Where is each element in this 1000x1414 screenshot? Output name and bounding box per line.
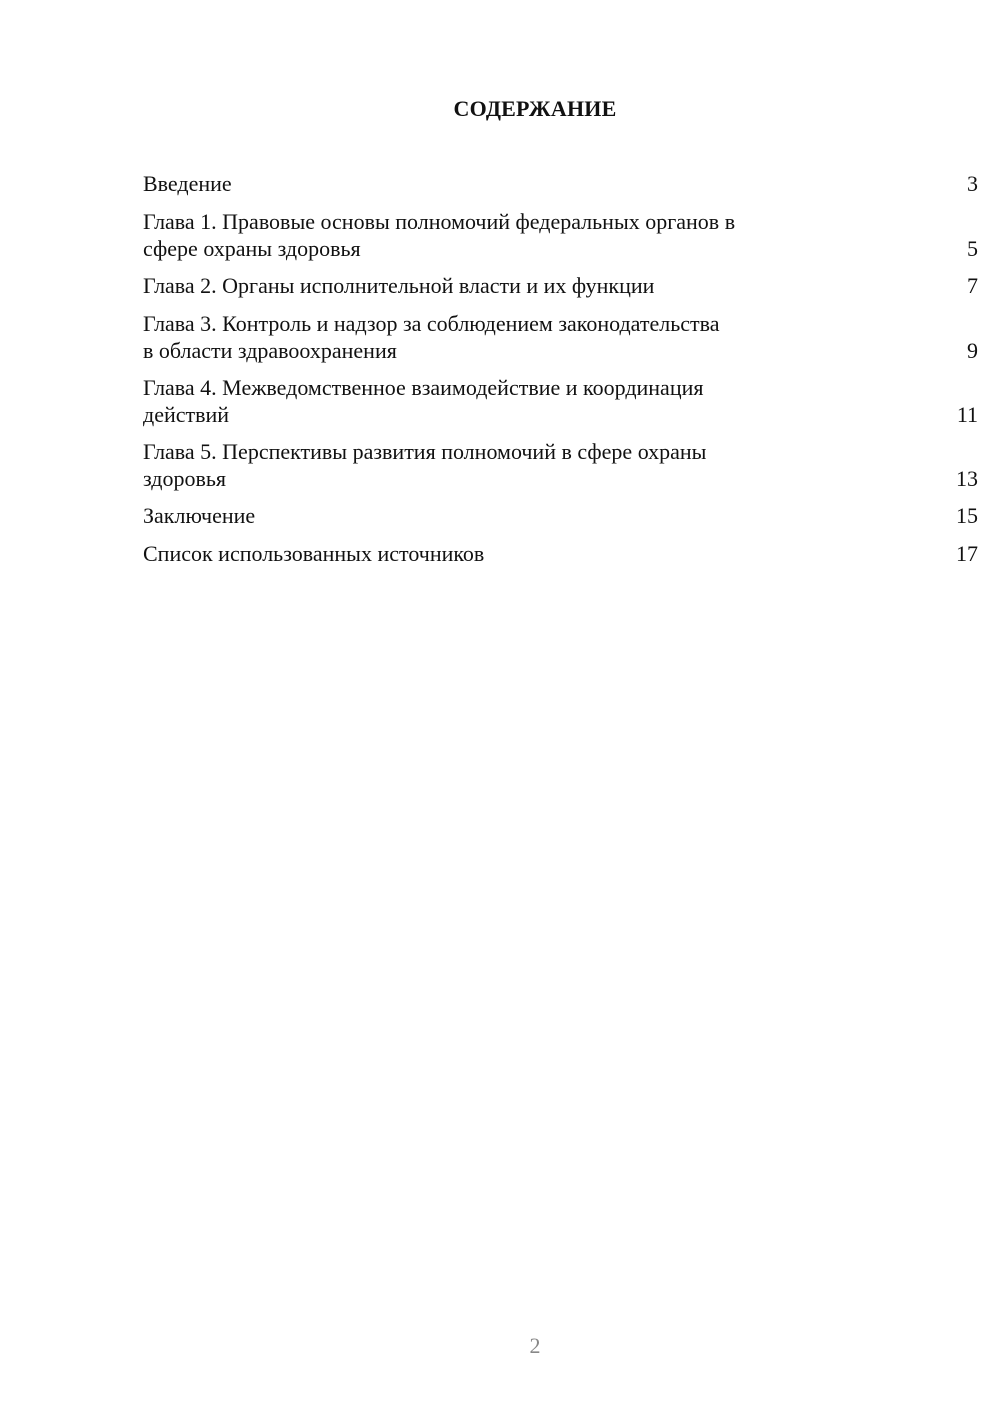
toc-entry-label-line: Глава 5. Перспективы развития полномочий в сфере охраны	[143, 439, 707, 464]
page-number: 2	[529, 1333, 541, 1358]
toc-entry-page: 17	[956, 541, 978, 566]
toc-entry-page: 13	[956, 466, 978, 491]
toc-entry-label-line: здоровья	[143, 466, 227, 491]
toc-entry-page: 11	[956, 402, 978, 427]
toc-entry-label-line: Глава 3. Контроль и надзор за соблюдением законодательства	[143, 311, 720, 336]
toc-entry-page: 5	[967, 236, 978, 261]
toc-entry-label-line: в области здравоохранения	[143, 338, 397, 363]
toc-entry-label: Глава 2. Органы исполнительной власти и их функции	[143, 273, 655, 298]
toc-entry-chapter-2	[143, 272, 978, 299]
toc-entry-page: 3	[967, 171, 978, 196]
page-title: СОДЕРЖАНИЕ	[453, 96, 617, 121]
toc-entry-chapter-4	[143, 374, 978, 428]
toc-entry-label-line: Глава 4. Межведомственное взаимодействие и координация	[143, 375, 704, 400]
toc-entry-page: 9	[967, 338, 978, 363]
toc-entry-introduction	[143, 170, 978, 197]
toc-entry-label: Заключение	[143, 503, 256, 528]
toc-entry-chapter-1	[143, 208, 978, 262]
toc-entry-label: Введение	[143, 171, 232, 196]
toc-entry-references	[143, 540, 978, 567]
toc-entry-label-line: действий	[143, 402, 230, 427]
toc-entry-label-line: Глава 1. Правовые основы полномочий федеральных органов в	[143, 209, 736, 234]
toc-entry-conclusion	[143, 502, 978, 529]
toc-entry-label: Список использованных источников	[143, 541, 485, 566]
toc-entry-page: 15	[956, 503, 978, 528]
toc-entry-chapter-5	[143, 438, 978, 492]
toc-entry-label-line: сфере охраны здоровья	[143, 236, 361, 261]
toc-entry-page: 7	[967, 273, 978, 298]
toc-entry-chapter-3	[143, 310, 978, 364]
